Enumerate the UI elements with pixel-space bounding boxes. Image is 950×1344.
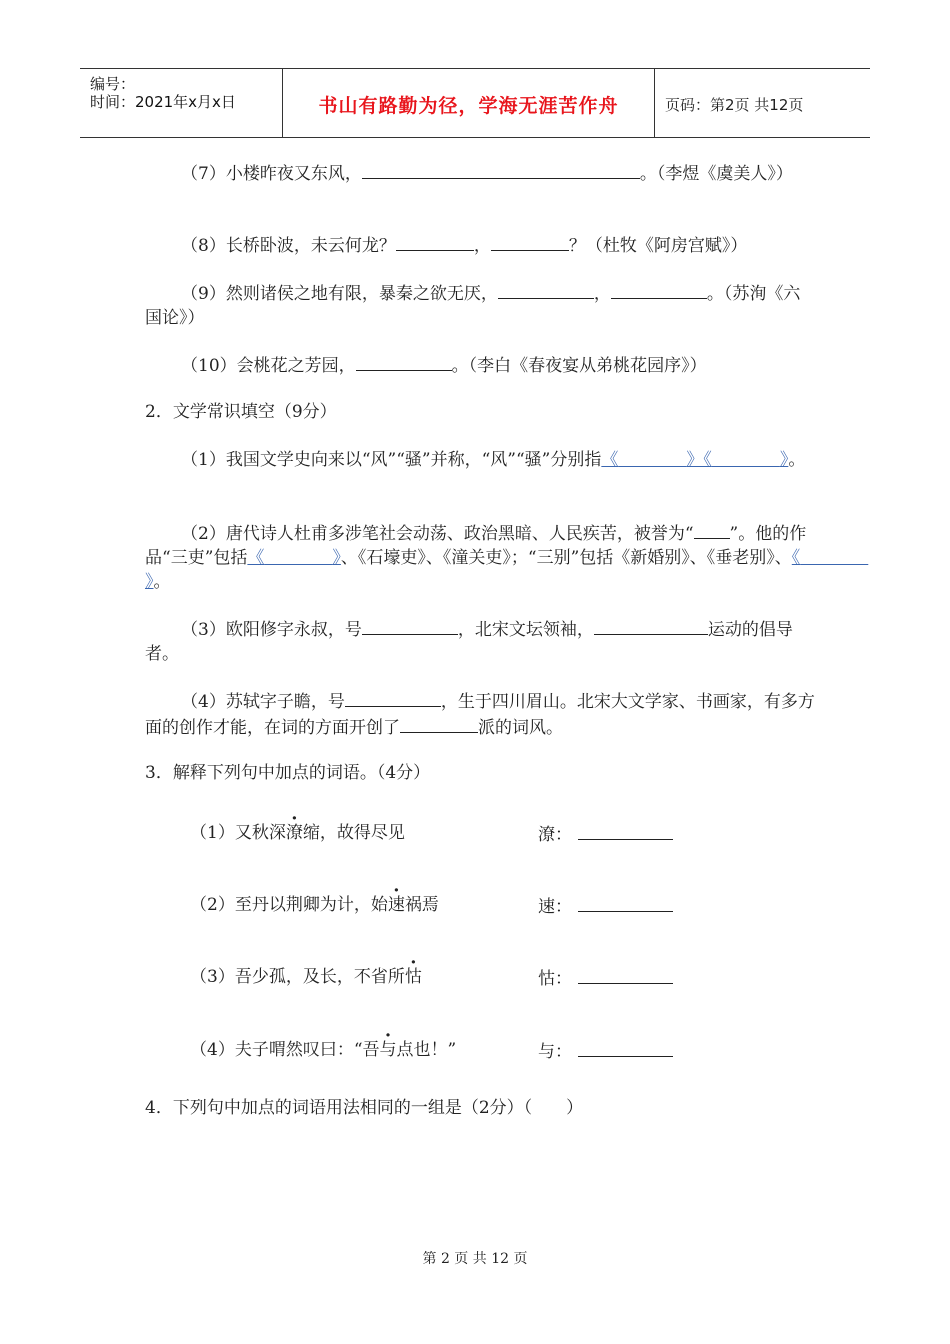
q2-item-2-text: （2）唐代诗人杜甫多涉笔社会动荡、政治黑暗、人民疾苦，被誉为“ <box>181 524 694 544</box>
q3-item-2: （2）至丹以荆卿为计，始速祸焉 <box>190 895 439 915</box>
q2-item-3-text: （3）欧阳修字永叔，号 <box>181 620 362 640</box>
dotted-char: 潦 <box>285 823 303 843</box>
q1-item-7-text: （7）小楼昨夜又东风， <box>181 164 362 184</box>
q2-item-4 <box>145 688 815 740</box>
q1-item-7 <box>145 160 815 186</box>
answer-blank[interactable] <box>362 616 458 635</box>
answer-blank[interactable] <box>345 688 441 707</box>
page-label: 页码：第2页 共12页 <box>665 96 804 114</box>
period: 。 <box>788 450 806 470</box>
header-motto-cell <box>283 69 655 137</box>
q1-item-9-text: （9）然则诸侯之地有限，暴秦之欲无厌， <box>181 284 498 304</box>
page-footer: 第 2 页 共 12 页 <box>422 1251 528 1267</box>
q2-item-2-text-c: 、《石壕吏》、《潼关吏》；“三别”包括《新婚别》、《垂老别》、 <box>340 548 792 568</box>
q3-item-3: （3）吾少孤，及长，不省所怙 <box>190 967 422 987</box>
answer-blank[interactable] <box>498 280 594 299</box>
time-label: 时间：2021年x月x日 <box>90 93 236 111</box>
answer-blank[interactable] <box>578 893 673 912</box>
q2-item-2 <box>145 520 815 594</box>
q2-item-4-text: （4）苏轼字子瞻，号 <box>181 692 345 712</box>
answer-blank[interactable] <box>578 821 673 840</box>
dotted-char: 怙 <box>404 967 422 987</box>
dotted-char: 速 <box>387 895 405 915</box>
q2-item-3-text-c: 运动的倡导者。 <box>145 620 793 664</box>
motto: 书山有路勤为径，学海无涯苦作舟 <box>318 95 619 117</box>
q1-item-10 <box>145 352 815 378</box>
answer-blank[interactable] <box>396 232 474 251</box>
dotted-char: 与 <box>379 1040 397 1060</box>
header-info-cell <box>80 69 283 137</box>
header-page-cell <box>655 69 870 137</box>
answer-blank[interactable] <box>611 280 707 299</box>
q1-item-10-source: 。（李白《春夜宴从弟桃花园序》） <box>451 356 707 376</box>
q3-answer-2: 速： <box>538 893 673 919</box>
period: 。 <box>153 572 171 592</box>
book-blank[interactable]: 《 》《 》 <box>601 450 789 470</box>
answer-blank[interactable] <box>578 965 673 984</box>
q1-item-8-text: （8）长桥卧波，未云何龙？ <box>181 236 396 256</box>
book-blank[interactable]: 《 》 <box>247 548 341 568</box>
q1-item-9-source: 。（苏洵《六国论》） <box>145 284 801 328</box>
q2-item-1-text: （1）我国文学史向来以“风”“骚”并称，“风”“骚”分别指 <box>181 450 602 470</box>
q2-item-4-text-b: ，生于四川眉山。北宋大文学家、书画家，有多方面的创作才能，在词的方面开创了 <box>145 692 815 738</box>
q1-item-7-source: 。（李煜《虞美人》） <box>639 164 793 184</box>
q2-item-3 <box>145 616 815 666</box>
answer-blank[interactable] <box>694 520 730 539</box>
number-label: 编号： <box>90 75 136 93</box>
q3-item-4: （4）夫子喟然叹曰：“吾与点也！” <box>190 1040 457 1060</box>
q1-item-8-source: ？（杜牧《阿房宫赋》） <box>568 236 748 256</box>
q3-answer-3: 怙： <box>538 965 673 991</box>
answer-blank[interactable] <box>362 160 640 179</box>
q2-item-2-text-b: ”。他的作品“三吏”包括 <box>145 524 807 568</box>
q3-answer-1: 潦： <box>538 821 673 847</box>
q2-item-1 <box>145 448 815 472</box>
q3-title: 3．解释下列句中加点的词语。（4分） <box>145 763 431 783</box>
book-blank[interactable]: 《 》 <box>145 548 801 592</box>
q1-item-10-text: （10）会桃花之芳园， <box>181 356 356 376</box>
q4-title: 4．下列句中加点的词语用法相同的一组是（2分）（ ） <box>145 1098 584 1118</box>
answer-blank[interactable] <box>578 1038 673 1057</box>
q3-answer-4: 与： <box>538 1038 673 1064</box>
page-header <box>80 68 870 138</box>
q1-item-9 <box>145 280 815 330</box>
answer-blank[interactable] <box>400 714 478 733</box>
q3-item-1: （1）又秋深潦缩，故得尽见 <box>190 823 405 843</box>
answer-blank[interactable] <box>356 352 452 371</box>
comma: ， <box>473 236 491 256</box>
q2-title: 2．文学常识填空（9分） <box>145 402 337 422</box>
q2-item-3-text-b: ，北宋文坛领袖， <box>457 620 594 640</box>
answer-blank[interactable] <box>594 616 708 635</box>
q2-item-4-text-c: 派的词风。 <box>478 718 563 738</box>
answer-blank[interactable] <box>491 232 569 251</box>
comma: ， <box>593 284 611 304</box>
q1-item-8 <box>145 232 815 258</box>
